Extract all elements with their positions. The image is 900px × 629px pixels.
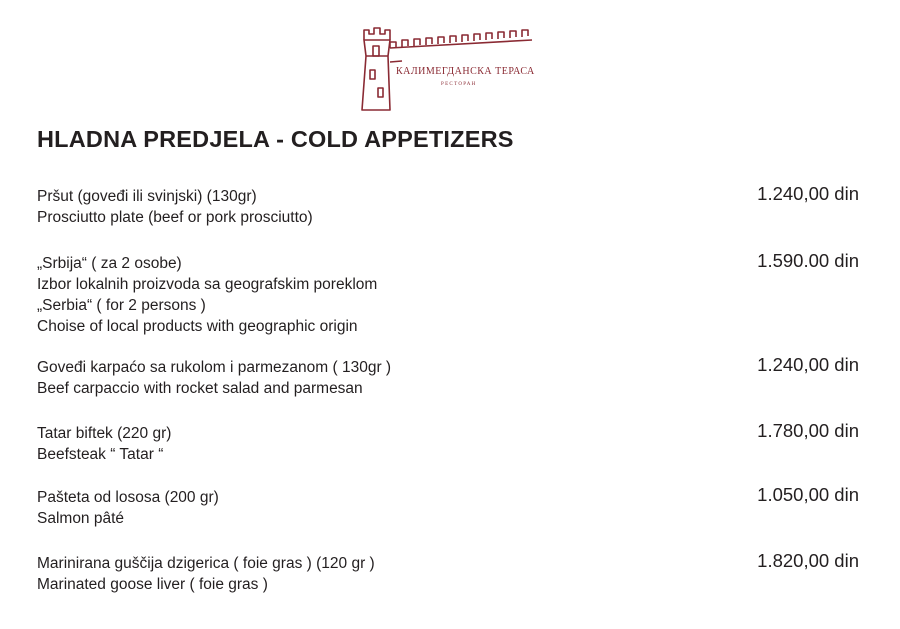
restaurant-logo — [356, 18, 546, 114]
item-line: Pašteta od lososa (200 gr) — [37, 489, 219, 506]
menu-item-description — [37, 423, 171, 465]
item-line: Goveđi karpaćo sa rukolom i parmezanom ( 130gr ) — [37, 359, 392, 376]
menu-item-description — [37, 487, 219, 529]
item-price: 1.240,00 din — [757, 183, 859, 204]
item-line: Marinated goose liver ( foie gras ) — [37, 576, 268, 593]
menu-item-description — [37, 253, 377, 337]
item-price: 1.780,00 din — [757, 420, 859, 441]
item-price: 1.050,00 din — [757, 484, 859, 505]
item-price: 1.820,00 din — [757, 550, 859, 571]
menu-item-description — [37, 357, 391, 399]
item-line: Beef carpaccio with rocket salad and parmesan — [37, 380, 363, 397]
item-line: Salmon pâté — [37, 510, 125, 527]
section-title: HLADNA PREDJELA - COLD APPETIZERS — [37, 126, 514, 152]
item-line: Izbor lokalnih proizvoda sa geografskim poreklom — [37, 276, 378, 293]
item-line: „Serbia“ ( for 2 persons ) — [37, 297, 206, 314]
item-line: Pršut (goveđi ili svinjski) (130gr) — [37, 188, 257, 205]
item-line: Prosciutto plate (beef or pork prosciutto) — [37, 209, 313, 226]
item-price: 1.590.00 din — [757, 250, 859, 271]
item-line: Choise of local products with geographic origin — [37, 318, 358, 335]
item-line: Tatar biftek (220 gr) — [37, 425, 172, 442]
item-line: „Srbija“ ( za 2 osobe) — [37, 255, 182, 272]
item-line: Marinirana guščija dzigerica ( foie gras ) (120 gr ) — [37, 555, 375, 572]
menu-item-description — [37, 186, 313, 228]
item-line: Beefsteak “ Tatar “ — [37, 446, 164, 463]
menu-item-description — [37, 553, 375, 595]
logo-subtitle: РЕСТОРАН — [441, 82, 477, 87]
item-price: 1.240,00 din — [757, 354, 859, 375]
logo-title: КАЛИМЕГДАНСКА ТЕРАСА — [396, 66, 535, 77]
